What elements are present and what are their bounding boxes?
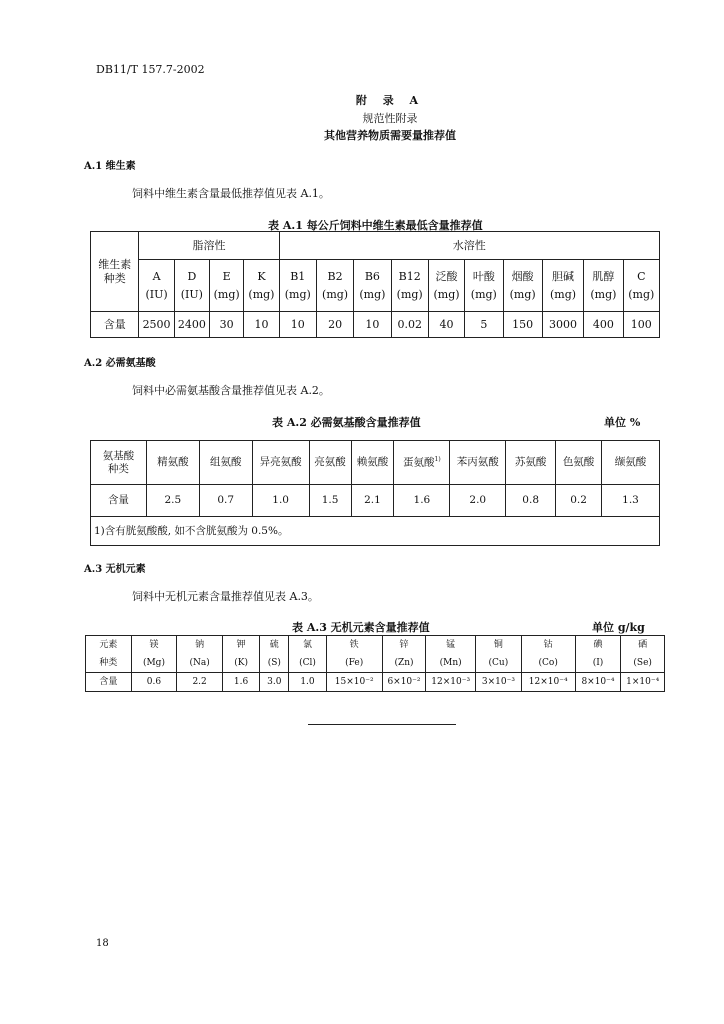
- table-a1-col-unit: (mg): [396, 287, 423, 301]
- table-a3-col-name: 硒: [621, 636, 665, 655]
- table-a2-header-cell: [556, 441, 602, 485]
- section-a2-paragraph: 饲料中必需氨基酸含量推荐值见表 A.2。: [132, 384, 330, 397]
- section-a3-paragraph: 饲料中无机元素含量推荐值见表 A.3。: [132, 590, 319, 603]
- table-a2-col-name: 蛋氨酸: [403, 456, 435, 469]
- table-a1-value-cell: 10: [244, 312, 279, 338]
- table-a3-col-name: 钠: [177, 636, 223, 655]
- table-a1-col-name: 叶酸: [472, 270, 495, 284]
- table-a1-col-name: A: [152, 270, 161, 284]
- table-a2-header-cell: [602, 441, 660, 485]
- table-a2-col-name: 组氨酸: [209, 456, 242, 469]
- table-a1-col-name: B6: [364, 270, 380, 284]
- table-a2-col-name: 色氨酸: [562, 456, 595, 469]
- table-a2-value-cell: 1.5: [309, 485, 351, 517]
- table-a1-header-cell: [391, 260, 428, 312]
- table-a1-row-label: 含量: [91, 312, 139, 338]
- table-a3-row-header-2: 种类: [86, 655, 132, 673]
- table-a1-value-cell: 100: [623, 312, 659, 338]
- table-a1-col-unit: (mg): [213, 287, 240, 301]
- table-a3-symbols-row: [86, 655, 665, 673]
- table-a1-header-cell: [244, 260, 279, 312]
- table-a1-col-name: B2: [327, 270, 343, 284]
- table-a3-col-symbol: (Na): [177, 655, 223, 673]
- table-a2-value-cell: 2.0: [450, 485, 506, 517]
- table-a3-value-cell: 1.0: [289, 673, 326, 692]
- table-a1-col-unit: (mg): [433, 287, 460, 301]
- table-a1: [90, 231, 660, 338]
- table-a3-col-name: 碘: [575, 636, 621, 655]
- table-a2-value-cell: 2.1: [351, 485, 394, 517]
- table-a1-value-cell: 40: [428, 312, 464, 338]
- table-a1-col-unit: (IU): [180, 287, 203, 301]
- table-a1-col-name: 泛酸: [435, 270, 458, 284]
- table-a1-col-name: D: [187, 270, 197, 284]
- table-a3-value-cell: 3×10⁻³: [476, 673, 522, 692]
- table-a1-col-unit: (mg): [509, 287, 536, 301]
- table-a1-group-water: 水溶性: [279, 232, 659, 260]
- table-a2-header-cell: [252, 441, 309, 485]
- table-a2-header-cell: [351, 441, 394, 485]
- table-a1-caption: 表 A.1 每公斤饲料中维生素最低含量推荐值: [268, 219, 483, 232]
- table-a1-header-cell: [542, 260, 583, 312]
- table-a2-col-name: 精氨酸: [157, 456, 189, 469]
- table-a3-col-symbol: (Cl): [289, 655, 326, 673]
- table-a3-col-symbol: (S): [260, 655, 289, 673]
- table-a3-col-symbol: (Cu): [476, 655, 522, 673]
- table-a2-value-cell: 1.0: [252, 485, 309, 517]
- table-a1-col-name: K: [257, 270, 266, 284]
- table-a3-values-row: [86, 673, 665, 692]
- table-a2-row-label: 含量: [91, 485, 147, 517]
- table-a3-col-name: 锰: [426, 636, 476, 655]
- table-a1-group-fat: 脂溶性: [139, 232, 279, 260]
- table-a1-header-cell: [316, 260, 353, 312]
- appendix-title: 附 录 A: [355, 94, 425, 107]
- table-a1-header-cell: [428, 260, 464, 312]
- table-a2-footnote: 1)含有胱氨酸酸, 如不含胱氨酸为 0.5%。: [91, 517, 660, 546]
- table-a2-header-cell: [309, 441, 351, 485]
- table-a3-col-name: 钴: [521, 636, 575, 655]
- appendix-subtitle: 规范性附录: [362, 112, 418, 125]
- table-a3-value-cell: 12×10⁻³: [426, 673, 476, 692]
- table-a3-col-name: 铜: [476, 636, 522, 655]
- table-a2-header-cell: [450, 441, 506, 485]
- table-a1-value-cell: 20: [316, 312, 353, 338]
- table-a3-col-symbol: (Zn): [382, 655, 426, 673]
- table-a3-col-name: 硫: [260, 636, 289, 655]
- table-a3-value-cell: 12×10⁻⁴: [521, 673, 575, 692]
- footnote-ref: 1): [434, 455, 441, 463]
- table-a2-value-cell: 1.6: [394, 485, 450, 517]
- table-a3-value-cell: 2.2: [177, 673, 223, 692]
- table-a2: [90, 440, 660, 546]
- table-a3-col-symbol: (Mn): [426, 655, 476, 673]
- table-a1-col-unit: (mg): [549, 287, 577, 301]
- section-a1-heading: A.1 维生素: [84, 161, 136, 172]
- table-a2-value-cell: 0.2: [556, 485, 602, 517]
- table-a1-col-unit: (mg): [322, 287, 349, 301]
- table-a1-value-cell: 150: [503, 312, 542, 338]
- table-a1-header-cell: [503, 260, 542, 312]
- table-a2-col-name: 苯丙氨酸: [456, 456, 499, 469]
- table-a1-col-name: B12: [398, 270, 421, 284]
- table-a3: [85, 635, 665, 692]
- table-a2-col-name: 异亮氨酸: [259, 456, 302, 469]
- table-a1-header-cell: [279, 260, 316, 312]
- end-rule: [308, 724, 456, 725]
- table-a3-col-name: 钾: [222, 636, 259, 655]
- table-a3-value-cell: 1.6: [222, 673, 259, 692]
- table-a2-header-cell: [199, 441, 252, 485]
- table-a3-col-symbol: (Mg): [131, 655, 177, 673]
- table-a1-col-name: 胆碱: [552, 270, 575, 284]
- table-a1-col-name: B1: [290, 270, 306, 284]
- table-a1-col-unit: (mg): [359, 287, 386, 301]
- table-a1-values-row: [91, 312, 660, 338]
- table-a1-header-cell: [465, 260, 503, 312]
- table-a1-header-cell: [174, 260, 209, 312]
- section-a2-heading: A.2 必需氨基酸: [84, 358, 156, 369]
- table-a1-value-cell: 0.02: [391, 312, 428, 338]
- table-a1-value-cell: 10: [354, 312, 391, 338]
- table-a2-caption: 表 A.2 必需氨基酸含量推荐值: [272, 416, 421, 429]
- table-a1-col-unit: (mg): [284, 287, 311, 301]
- table-a2-unit: 单位 %: [604, 416, 641, 429]
- table-a1-value-cell: 2500: [139, 312, 174, 338]
- table-a2-header-cell: [394, 441, 450, 485]
- table-a3-col-name: 氯: [289, 636, 326, 655]
- table-a1-row-header: 维生素 种类: [91, 232, 139, 312]
- table-a2-col-name: 亮氨酸: [314, 456, 346, 469]
- table-a3-col-symbol: (Se): [621, 655, 665, 673]
- table-a2-row-header: 氨基酸 种类: [91, 441, 147, 485]
- appendix-heading: 其他营养物质需要量推荐值: [324, 129, 456, 142]
- table-a1-col-unit: (mg): [248, 287, 275, 301]
- table-a3-value-cell: 8×10⁻⁴: [575, 673, 621, 692]
- table-a1-value-cell: 30: [210, 312, 244, 338]
- table-a1-col-name: 烟酸: [511, 270, 534, 284]
- table-a3-names-row: [86, 636, 665, 655]
- table-a1-header-cell: [584, 260, 623, 312]
- page-number: 18: [96, 938, 109, 949]
- table-a3-col-symbol: (K): [222, 655, 259, 673]
- table-a2-names-row: [91, 441, 660, 485]
- table-a3-value-cell: 15×10⁻²: [326, 673, 382, 692]
- table-a3-row-header-1: 元素: [86, 636, 132, 655]
- table-a2-value-cell: 0.7: [199, 485, 252, 517]
- table-a3-value-cell: 1×10⁻⁴: [621, 673, 665, 692]
- table-a1-value-cell: 10: [279, 312, 316, 338]
- table-a3-col-name: 镁: [131, 636, 177, 655]
- table-a2-value-cell: 2.5: [146, 485, 199, 517]
- table-a1-header-cell: [354, 260, 391, 312]
- table-a3-value-cell: 3.0: [260, 673, 289, 692]
- table-a3-col-name: 铁: [326, 636, 382, 655]
- table-a3-col-name: 锌: [382, 636, 426, 655]
- table-a3-col-symbol: (I): [575, 655, 621, 673]
- table-a2-col-name: 赖氨酸: [356, 456, 389, 469]
- table-a1-names-row: [91, 260, 660, 312]
- table-a3-value-cell: 6×10⁻²: [382, 673, 426, 692]
- section-a3-heading: A.3 无机元素: [84, 564, 146, 575]
- table-a1-value-cell: 2400: [174, 312, 209, 338]
- table-a1-header-cell: [623, 260, 659, 312]
- table-a3-col-symbol: (Co): [521, 655, 575, 673]
- document-code: DB11/T 157.7-2002: [96, 63, 205, 76]
- table-a1-value-cell: 5: [465, 312, 503, 338]
- table-a1-col-unit: (IU): [145, 287, 168, 301]
- table-a1-value-cell: 400: [584, 312, 623, 338]
- table-a2-value-cell: 0.8: [506, 485, 556, 517]
- table-a2-value-cell: 1.3: [602, 485, 660, 517]
- table-a3-unit: 单位 g/kg: [592, 621, 645, 634]
- table-a2-col-name: 缬氨酸: [614, 456, 647, 469]
- table-a1-col-name: C: [637, 270, 646, 284]
- table-a1-col-unit: (mg): [590, 287, 617, 301]
- table-a1-col-name: 肌醇: [592, 270, 615, 284]
- table-a3-caption: 表 A.3 无机元素含量推荐值: [292, 621, 430, 634]
- table-a2-header-cell: [506, 441, 556, 485]
- table-a2-header-cell: [146, 441, 199, 485]
- table-a1-col-name: E: [222, 270, 231, 284]
- table-a3-value-cell: 0.6: [131, 673, 177, 692]
- table-a2-col-name: 苏氨酸: [514, 456, 547, 469]
- table-a1-value-cell: 3000: [542, 312, 583, 338]
- table-a1-header-cell: [139, 260, 174, 312]
- table-a1-col-unit: (mg): [470, 287, 497, 301]
- table-a2-values-row: [91, 485, 660, 517]
- table-a3-row-label: 含量: [86, 673, 132, 692]
- table-a1-header-cell: [210, 260, 244, 312]
- section-a1-paragraph: 饲料中维生素含量最低推荐值见表 A.1。: [132, 187, 330, 200]
- table-a1-col-unit: (mg): [628, 287, 655, 301]
- table-a3-col-symbol: (Fe): [326, 655, 382, 673]
